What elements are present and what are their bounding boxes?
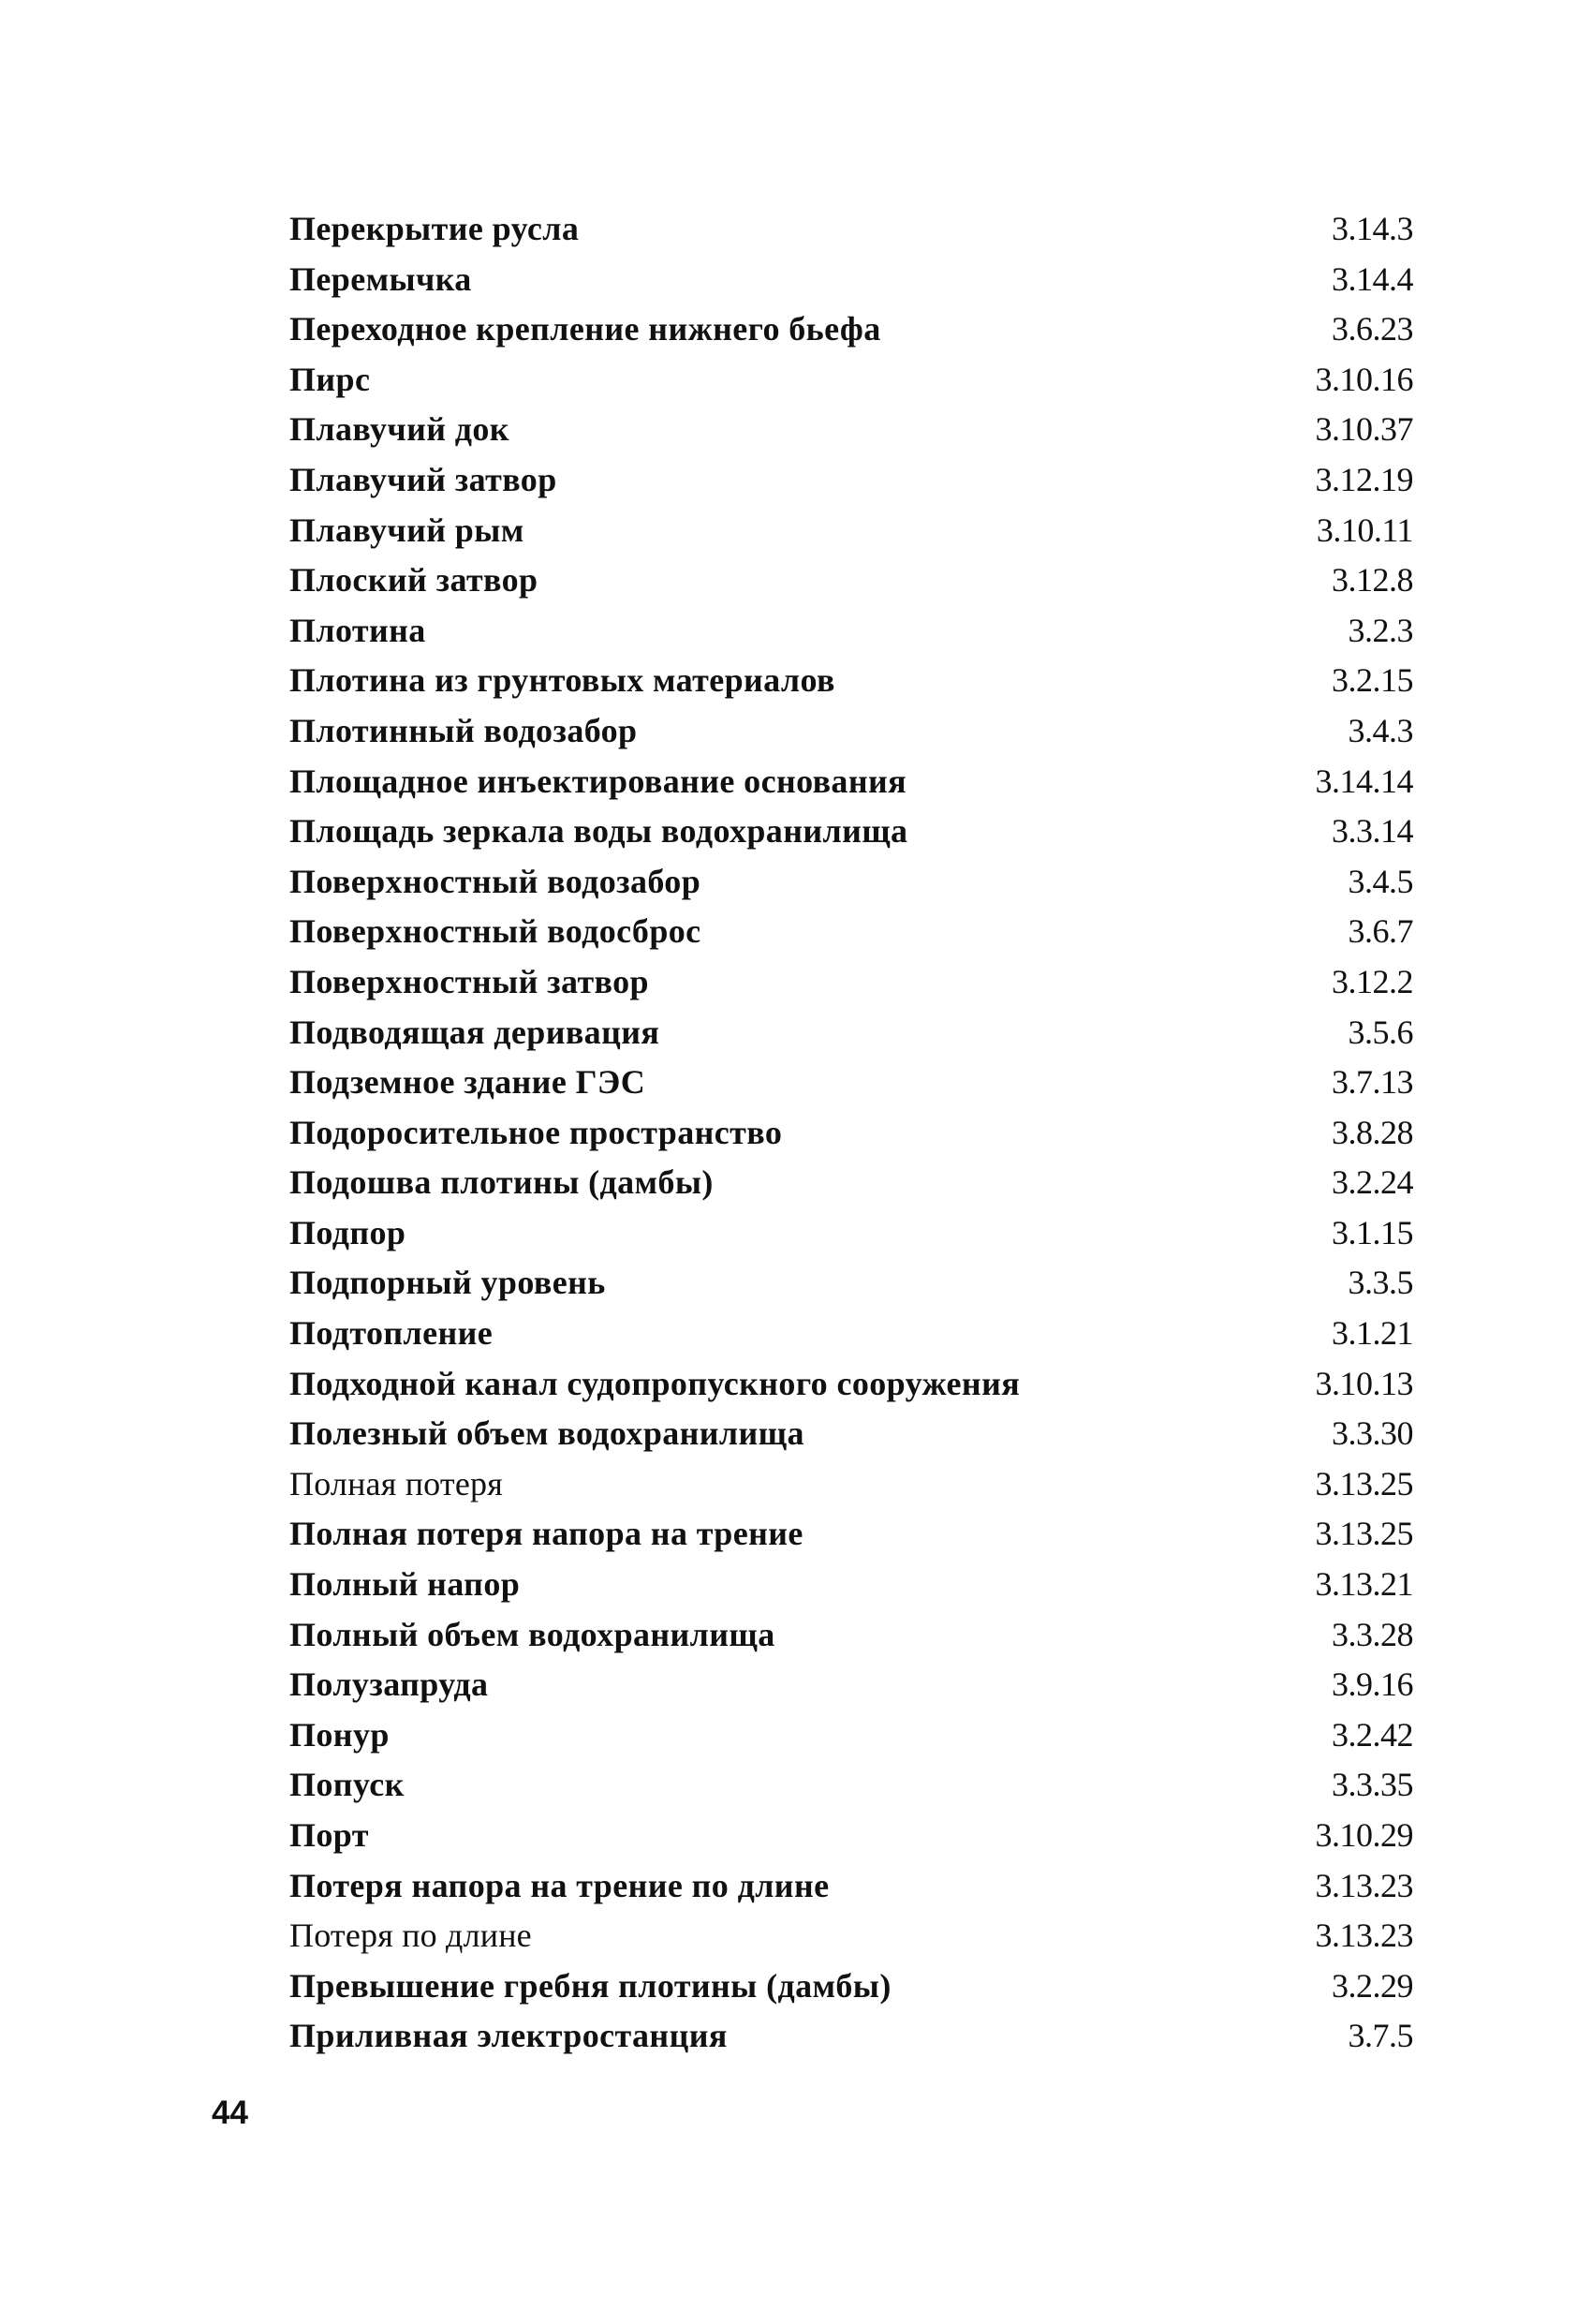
index-reference: 3.1.21 xyxy=(1332,1314,1413,1353)
index-term: Плотина из грунтовых материалов xyxy=(289,661,835,700)
index-term: Полный объем водохранилища xyxy=(289,1615,775,1653)
index-reference: 3.12.19 xyxy=(1315,460,1413,498)
index-entry xyxy=(289,656,1413,706)
index-term: Плавучий затвор xyxy=(289,460,557,498)
index-entry xyxy=(289,1409,1413,1459)
index-entry xyxy=(289,1359,1413,1410)
index-term: Площадь зеркала воды водохранилища xyxy=(289,812,908,851)
index-entry xyxy=(289,957,1413,1008)
index-reference: 3.4.5 xyxy=(1348,862,1413,900)
index-reference: 3.13.25 xyxy=(1315,1515,1413,1553)
index-list xyxy=(289,204,1413,2062)
index-term: Понур xyxy=(289,1715,390,1754)
index-entry xyxy=(289,506,1413,556)
index-entry xyxy=(289,1158,1413,1208)
index-term: Подпорный уровень xyxy=(289,1264,606,1302)
index-reference: 3.3.30 xyxy=(1332,1414,1413,1453)
index-reference: 3.3.35 xyxy=(1332,1766,1413,1804)
index-term: Потеря напора на трение по длине xyxy=(289,1866,830,1904)
index-term: Подтопление xyxy=(289,1314,494,1353)
index-term: Попуск xyxy=(289,1766,405,1804)
index-entry xyxy=(289,405,1413,455)
index-term: Поверхностный водосброс xyxy=(289,912,701,951)
index-reference: 3.7.13 xyxy=(1332,1063,1413,1102)
index-reference: 3.3.5 xyxy=(1348,1264,1413,1302)
index-entry xyxy=(289,706,1413,757)
index-reference: 3.13.21 xyxy=(1315,1565,1413,1604)
index-term: Полная потеря xyxy=(289,1464,503,1502)
index-entry xyxy=(289,1660,1413,1710)
index-term: Подпор xyxy=(289,1213,406,1251)
index-entry xyxy=(289,1610,1413,1661)
index-entry xyxy=(289,1008,1413,1058)
index-reference: 3.6.7 xyxy=(1348,912,1413,951)
index-reference: 3.7.5 xyxy=(1348,2017,1413,2055)
index-reference: 3.2.42 xyxy=(1332,1715,1413,1754)
index-reference: 3.14.3 xyxy=(1332,210,1413,247)
index-entry xyxy=(289,455,1413,506)
index-entry xyxy=(289,1710,1413,1761)
index-reference: 3.10.37 xyxy=(1315,410,1413,449)
index-entry xyxy=(289,1911,1413,1961)
index-term: Подходной канал судопропускного сооружения xyxy=(289,1364,1021,1402)
index-term: Перемычка xyxy=(289,259,472,298)
index-term: Порт xyxy=(289,1816,369,1854)
index-reference: 3.2.3 xyxy=(1348,611,1413,649)
index-reference: 3.2.29 xyxy=(1332,1966,1413,2005)
index-entry xyxy=(289,2011,1413,2062)
index-term: Подошва плотины (дамбы) xyxy=(289,1163,714,1202)
index-entry xyxy=(289,1208,1413,1259)
index-reference: 3.5.6 xyxy=(1348,1013,1413,1051)
index-reference: 3.10.29 xyxy=(1315,1816,1413,1854)
index-entry xyxy=(289,255,1413,305)
index-entry xyxy=(289,907,1413,957)
index-entry xyxy=(289,1258,1413,1309)
index-entry xyxy=(289,1108,1413,1159)
index-reference: 3.1.15 xyxy=(1332,1213,1413,1251)
index-term: Поверхностный затвор xyxy=(289,962,649,1000)
index-term: Подземное здание ГЭС xyxy=(289,1063,646,1102)
index-reference: 3.13.25 xyxy=(1315,1464,1413,1502)
index-term: Перекрытие русла xyxy=(289,210,580,247)
index-term: Полный напор xyxy=(289,1565,521,1604)
index-term: Плотинный водозабор xyxy=(289,711,638,749)
index-entry xyxy=(289,1058,1413,1108)
index-term: Плоский затвор xyxy=(289,561,538,600)
index-entry xyxy=(289,304,1413,355)
index-entry xyxy=(289,1961,1413,2012)
index-reference: 3.13.23 xyxy=(1315,1917,1413,1955)
index-term: Приливная электростанция xyxy=(289,2017,728,2055)
index-reference: 3.10.16 xyxy=(1315,360,1413,398)
index-entry xyxy=(289,1560,1413,1610)
index-term: Плавучий рым xyxy=(289,511,524,549)
index-term: Полная потеря напора на трение xyxy=(289,1515,803,1553)
index-term: Подводящая деривация xyxy=(289,1013,660,1051)
index-entry xyxy=(289,606,1413,657)
index-term: Потеря по длине xyxy=(289,1917,532,1955)
index-entry xyxy=(289,1861,1413,1912)
index-entry xyxy=(289,807,1413,857)
index-reference: 3.3.14 xyxy=(1332,812,1413,851)
index-entry xyxy=(289,1509,1413,1560)
index-term: Площадное инъектирование основания xyxy=(289,762,907,800)
index-term: Пирс xyxy=(289,360,371,398)
index-term: Полузапруда xyxy=(289,1665,489,1704)
index-entry xyxy=(289,555,1413,606)
index-entry xyxy=(289,1811,1413,1861)
index-reference: 3.4.3 xyxy=(1348,711,1413,749)
index-entry xyxy=(289,1760,1413,1811)
index-reference: 3.2.15 xyxy=(1332,661,1413,700)
index-term: Превышение гребня плотины (дамбы) xyxy=(289,1966,892,2005)
index-term: Поверхностный водозабор xyxy=(289,862,701,900)
index-term: Подоросительное пространство xyxy=(289,1113,783,1151)
index-reference: 3.13.23 xyxy=(1315,1866,1413,1904)
index-reference: 3.14.14 xyxy=(1315,762,1413,800)
index-entry xyxy=(289,757,1413,807)
index-reference: 3.10.11 xyxy=(1316,511,1413,549)
index-reference: 3.3.28 xyxy=(1332,1615,1413,1653)
index-term: Полезный объем водохранилища xyxy=(289,1414,804,1453)
index-reference: 3.9.16 xyxy=(1332,1665,1413,1704)
page-number: 44 xyxy=(212,2095,248,2131)
index-entry xyxy=(289,1459,1413,1510)
index-reference: 3.2.24 xyxy=(1332,1163,1413,1202)
index-entry xyxy=(289,857,1413,908)
index-entry xyxy=(289,204,1413,255)
index-entry xyxy=(289,355,1413,406)
index-reference: 3.8.28 xyxy=(1332,1113,1413,1151)
index-reference: 3.14.4 xyxy=(1332,259,1413,298)
index-term: Переходное крепление нижнего бьефа xyxy=(289,310,881,348)
index-term: Плавучий док xyxy=(289,410,509,449)
index-reference: 3.12.2 xyxy=(1332,962,1413,1000)
index-term: Плотина xyxy=(289,611,426,649)
index-entry xyxy=(289,1309,1413,1359)
index-reference: 3.12.8 xyxy=(1332,561,1413,600)
index-reference: 3.10.13 xyxy=(1315,1364,1413,1402)
index-reference: 3.6.23 xyxy=(1332,310,1413,348)
